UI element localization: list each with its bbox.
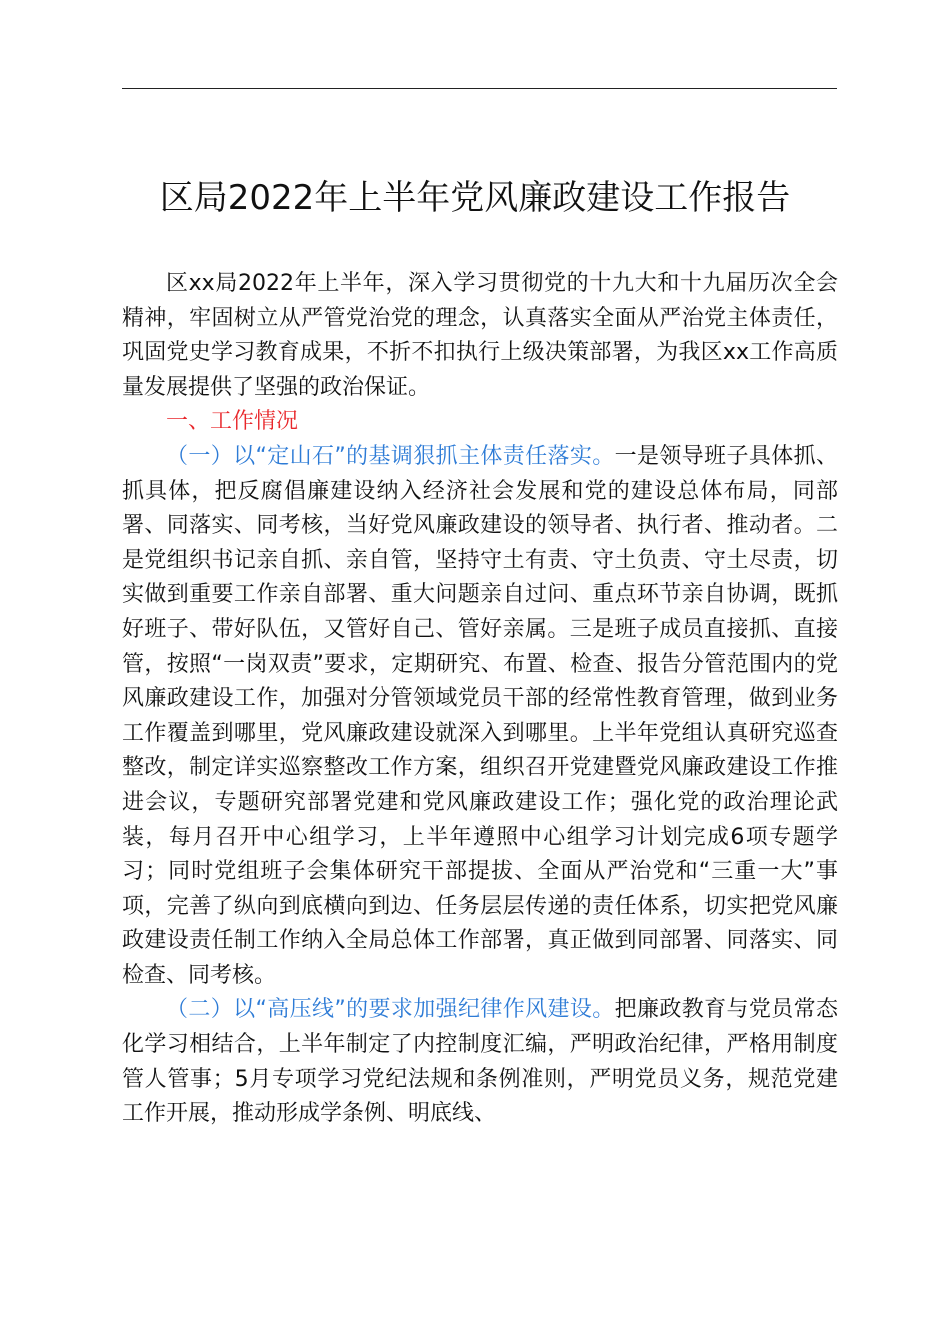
header-rule — [122, 88, 837, 89]
subsection-text-1: 一是领导班子具体抓、抓具体，把反腐倡廉建设纳入经济社会发展和党的建设总体布局，同部署、同落实、同考核，当好党风廉政建设的领导者、执行者、推动者。二是党组织书记亲自抓、亲自管，坚持守土有责、守土负责、守土尽责，切实做到重要工作亲自部署、重大问题亲自过问、重点环节亲自协调，既抓好班子、带好队伍，又管好自己、管好亲属。三是班子成员直接抓、直接管，按照“一岗双责”要求，定期研究、布置、检查、报告分管范围内的党风廉政建设工作，加强对分管领域党员干部的经常性教育管理，做到业务工作覆盖到哪里，党风廉政建设就深入到哪里。上半年党组认真研究巡查整改，制定详实巡察整改工作方案，组织召开党建暨党风廉政建设工作推进会议，专题研究部署党建和党风廉政建设工作；强化党的政治理论武装，每月召开中心组学习，上半年遵照中心组学习计划完成6项专题学习；同时党组班子会集体研究干部提拔、全面从严治党和“三重一大”事项，完善了纵向到底横向到边、任务层层传递的责任体系，切实把党风廉政建设责任制工作纳入全局总体工作部署，真正做到同部署、同落实、同检查、同考核。 — [122, 443, 838, 988]
subsection-paragraph-2 — [122, 993, 838, 1131]
intro-paragraph: 区xx局2022年上半年，深入学习贯彻党的十九大和十九届历次全会精神，牢固树立从严管党治党的理念，认真落实全面从严治党主体责任，巩固党史学习教育成果，不折不扣执行上级决策部署，为我区xx工作高质量发展提供了坚强的政治保证。 — [122, 271, 838, 400]
section-heading — [122, 405, 838, 440]
subsection-paragraph-1 — [122, 440, 838, 994]
subsection-text-2: 把廉政教育与党员常态化学习相结合，上半年制定了内控制度汇编，严明政治纪律，严格用制度管人管事；5月专项学习党纪法规和条例准则，严明党员义务，规范党建工作开展，推动形成学条例、明底线、 — [122, 997, 838, 1127]
section-heading-text: 一、工作情况 — [166, 409, 299, 435]
document-body — [122, 267, 838, 1132]
subsection-heading-1: （一）以“定山石”的基调狠抓主体责任落实。 — [166, 443, 615, 469]
subsection-heading-2: （二）以“高压线”的要求加强纪律作风建设。 — [166, 997, 615, 1023]
page-title: 区局2022年上半年党风廉政建设工作报告 — [159, 178, 791, 218]
